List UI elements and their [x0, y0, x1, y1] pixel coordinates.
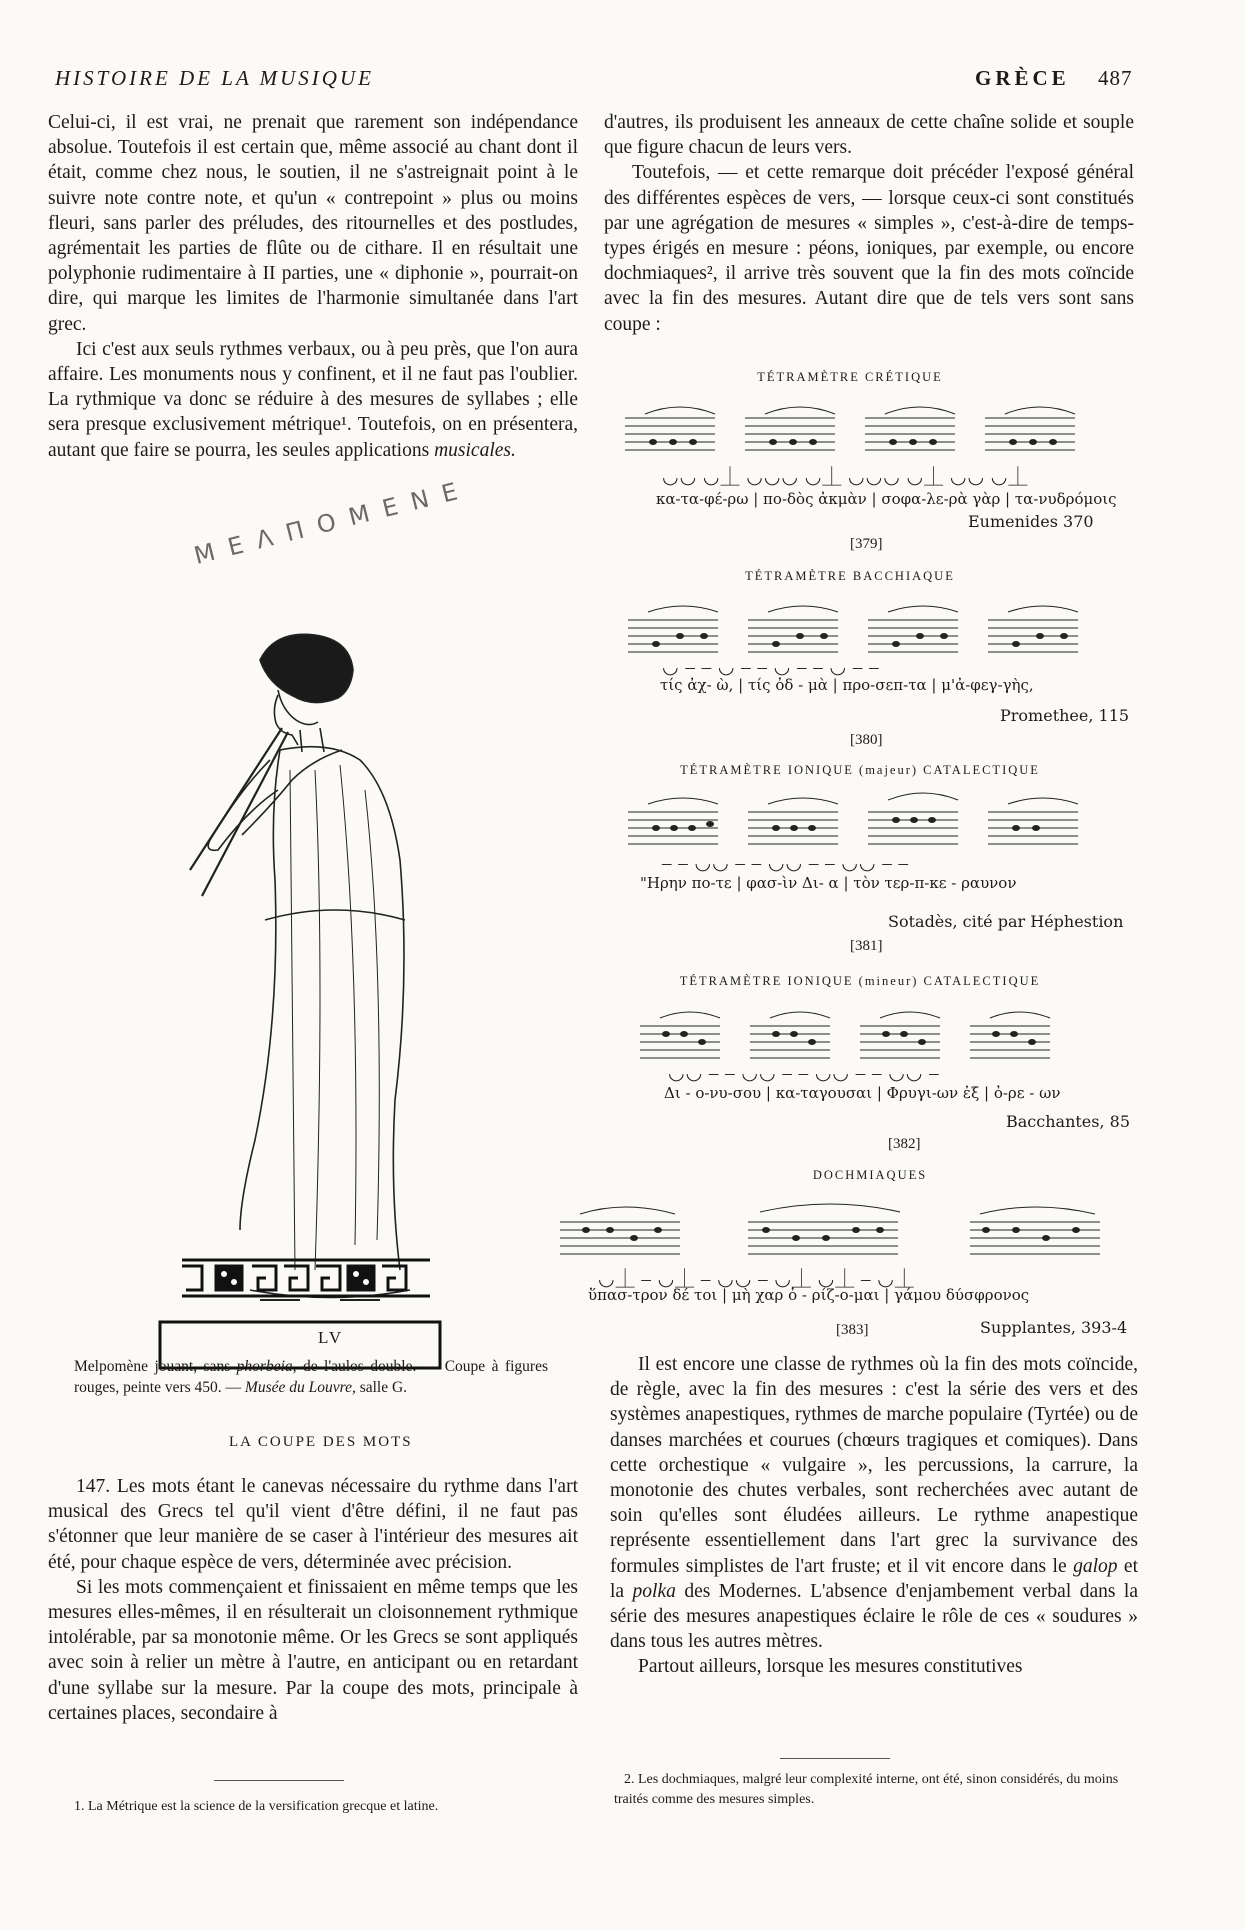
caption-italic: phorbeia, — [236, 1358, 297, 1375]
music-staff-example-380 — [628, 598, 1098, 660]
music-staff-example-383 — [560, 1200, 1140, 1260]
running-title-left: HISTOIRE DE LA MUSIQUE — [55, 66, 374, 90]
figure-caption — [74, 1356, 548, 1398]
greek-verse: ὕπασ-τρον δέ τοι | μὴ χαρ ὀ - ρίζ-ο-μαι | γάμου δύσφρονος — [588, 1286, 1030, 1304]
page-number: 487 — [1098, 66, 1133, 90]
scansion: – – ◡◡ – – ◡◡ – – ◡◡ – – — [662, 853, 909, 874]
citation: Promethee, 115 — [1000, 706, 1130, 725]
paragraph-text: Il est encore une classe de rythmes où la fin des mots coïncide, de règle, avec la fin des mesures : c'est la série des vers et des systèmes anapestiques, rythmes de marche populaire (Tyrtée) ou de danses marchées et courues (chœurs tragiques et comiques). Dans cette orchestique « vulgaire », les percussions, la carrure, la monotonie des chutes verbales, sont recherchées avec autant de soin qu'elles sont éludées ailleurs. Le rythme anapestique représente essentiellement dans l'art grec la survivance des formules simplistes de l'art fruste; et il vit encore dans le — [610, 1354, 1138, 1577]
scansion: ◡◡ ◡⏊ ◡◡◡ ◡⏊ ◡◡◡ ◡⏊ ◡◡ ◡⏊ — [662, 467, 1029, 488]
example-title: DOCHMIAQUES — [812, 1168, 928, 1182]
paragraph: d'autres, ils produisent les anneaux de cette chaîne solide et souple que figure chacun de leurs vers. — [604, 112, 1134, 159]
greek-verse: "Ηρην πο-τε | φασ-ὶν Δι- α | τὸν τερ-π-κε - ραυνον — [640, 874, 1017, 892]
scansion: ◡ – – ◡ – – ◡ – – ◡ – – — [662, 657, 880, 678]
example-title: TÉTRAMÈTRE BACCHIAQUE — [745, 569, 955, 583]
greek-verse: Δι - ο-νυ-σου | κα-ταγουσαι | Φρυγι-ων ἐξ | ὀ-ρε - ων — [664, 1084, 1061, 1102]
section-title: LA COUPE DES MOTS — [229, 1434, 413, 1450]
citation: Bacchantes, 85 — [1006, 1112, 1131, 1131]
italic-text: galop — [1073, 1555, 1118, 1577]
paragraph: Si les mots commençaient et finissaient en même temps que les mesures elles-mêmes, il en résulterait un cloisonnement rythmique intolérable, par sa monotonie même. Or les Grecs se sont appliqués avec soin à relier un mètre à l'autre, en anticipant ou en retardant d'une syllabe sur la mesure. Par la coupe des mots, principale à certaines places, secondaire à — [48, 1576, 578, 1724]
left-column-top — [48, 110, 578, 463]
vase-inscription: MEΛΠOMENE — [191, 474, 474, 570]
example-title: TÉTRAMÈTRE CRÉTIQUE — [757, 370, 943, 384]
paragraph-text: Ici c'est aux seuls rythmes verbaux, ou à peu près, que l'on aura affaire. Les monuments nous y confinent, et il ne faut pas l'oublier. La rythmique va donc se réduire à des mesures de syllabes ; elle sera presque exclusivement métrique¹. Toutefois, on en présentera, autant que faire se pourra, les seules applications — [48, 338, 578, 461]
right-column-bottom — [610, 1352, 1138, 1680]
music-staff-example-382 — [640, 1004, 1080, 1064]
music-staff-example-381 — [628, 790, 1098, 852]
paragraph: 147. Les mots étant le canevas nécessaire du rythme dans l'art musical des Grecs tel qu'il vient d'être défini, il ne faut pas s'étonner que leur manière de se caser à l'intérieur des mesures ait été, pour chaque espèce de vers, déterminée avec précision. — [48, 1476, 578, 1573]
music-staff-example-379 — [625, 398, 1095, 460]
scansion: ◡⏊ – ◡⏊ – ◡◡ – ◡⏊ ◡⏊ – ◡⏊ — [598, 1269, 915, 1290]
footnote: 1. La Métrique est la science de la versification grecque et latine. — [74, 1799, 439, 1814]
plate-label: LV — [318, 1328, 344, 1347]
paragraph — [48, 337, 578, 463]
meander-border — [180, 1252, 440, 1304]
caption-text: de l'aulos double. — Coupe à figures rouges, peinte vers 450. — — [74, 1358, 548, 1396]
example-number: [383] — [836, 1322, 869, 1338]
example-number: [379] — [850, 536, 883, 552]
paragraph: Partout ailleurs, lorsque les mesures constitutives — [638, 1656, 1023, 1678]
caption-text: Melpomène jouant, sans — [74, 1358, 237, 1375]
citation: Supplantes, 393-4 — [980, 1318, 1128, 1337]
citation: Eumenides 370 — [968, 512, 1094, 531]
example-number: [380] — [850, 732, 883, 748]
melpomene-figure-illustration — [150, 600, 470, 1320]
greek-verse: τίς ἀχ- ὼ, | τίς ὀδ - μὰ | προ-σεπ-τα | μ'ἀ-φεγ-γὴς, — [660, 676, 1034, 694]
example-title: TÉTRAMÈTRE IONIQUE (majeur) CATALECTIQUE — [680, 763, 1040, 777]
caption-italic: Musée du Louvre, — [244, 1379, 356, 1396]
scansion: ◡◡ – – ◡◡ – – ◡◡ – – ◡◡ – — [668, 1063, 940, 1084]
paragraph — [610, 1352, 1138, 1654]
example-number: [382] — [888, 1136, 921, 1152]
caption-text: salle G. — [355, 1379, 408, 1396]
italic-text: musicales. — [434, 439, 516, 461]
paragraph-text: et la — [610, 1555, 1138, 1602]
greek-verse: κα-τα-φέ-ρω | πο-δὸς ἀκμὰν | σοφα-λε-ρὰ γὰρ | τα-νυδρόμοις — [656, 490, 1117, 508]
footnote-rule — [214, 1780, 344, 1781]
paragraph: Toutefois, — et cette remarque doit précéder l'exposé général des différentes espèces de vers, — lorsque ceux-ci sont constitués par une agrégation de mesures « simples », c'est-à-dire de temps-types érigés en mesure : péons, ioniques, par exemple, ou encore dochmiaques², il arrive très souvent que la fin des mots coïncide avec la fin des mesures. Autant dire que de tels vers sont sans coupe : — [604, 162, 1134, 335]
paragraph: Celui-ci, il est vrai, ne prenait que rarement son indépendance absolue. Toutefois il est certain que, même associé au chant dont il était, comme chez nous, le soutien, il ne s'astreignait point à le suivre note contre note, et qu'un « contrepoint » plus ou moins fleuri, sans parler des préludes, des ritournelles et des postludes, agrémentait les parties de flûte ou de cithare. Il en résultait une polyphonie rudimentaire à II parties, une « diphonie », pourrait-on dire, qui marque les limites de l'harmonie simultanée dans l'art grec. — [48, 112, 578, 335]
footnote-rule — [780, 1758, 890, 1759]
left-column-bottom — [48, 1474, 578, 1726]
citation: Sotadès, cité par Héphestion — [888, 912, 1124, 931]
running-title-right: GRÈCE — [975, 66, 1070, 90]
italic-text: polka — [632, 1580, 676, 1602]
example-number: [381] — [850, 938, 883, 954]
footnote: 2. Les dochmiaques, malgré leur complexité interne, ont été, sinon considérés, du moins traités comme des mesures simples. — [614, 1772, 1119, 1807]
right-column-top — [604, 110, 1134, 337]
example-title: TÉTRAMÈTRE IONIQUE (mineur) CATALECTIQUE — [679, 974, 1041, 988]
paragraph-text: des Modernes. L'absence d'enjambement verbal dans la série des mesures anapestiques éclaire le rôle de ces « soudures » dans tous les autres mètres. — [610, 1580, 1138, 1653]
